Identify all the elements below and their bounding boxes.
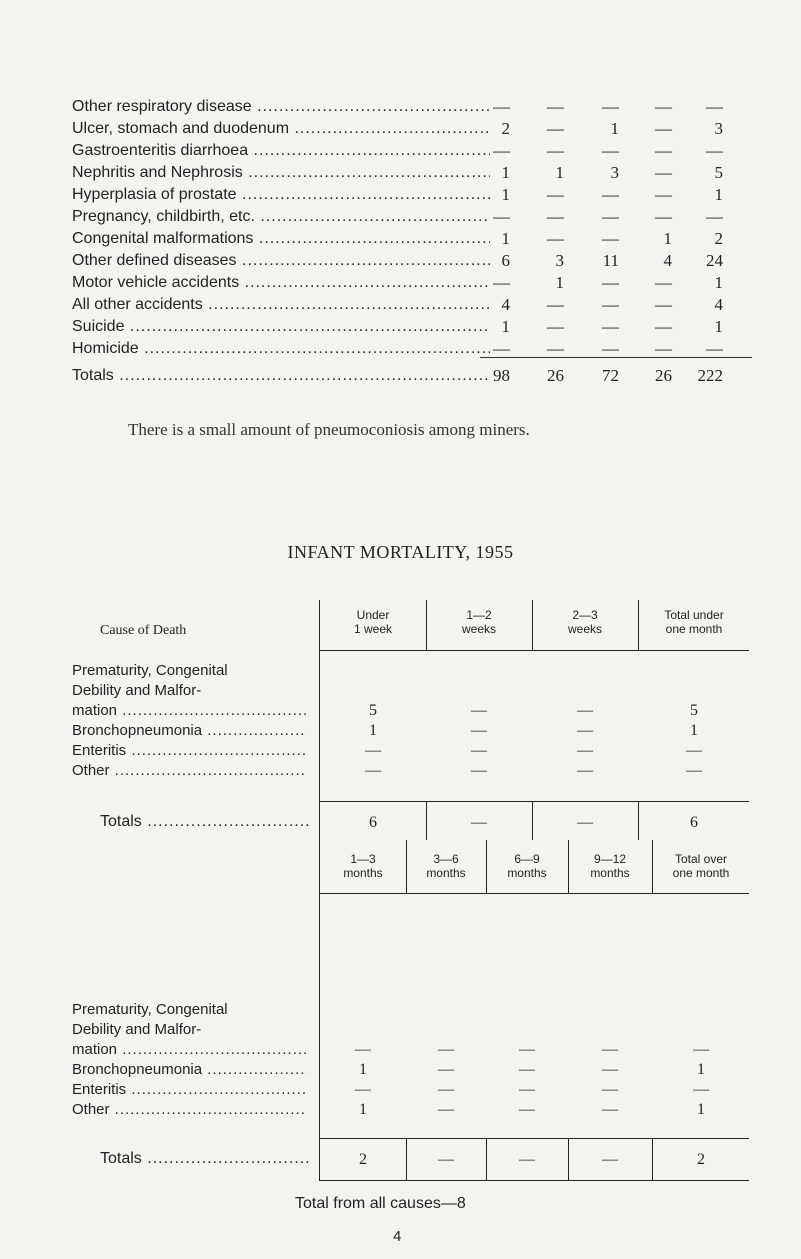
header-line: one month [665,622,723,636]
cell-value: 1 [555,273,564,292]
table-row [72,119,752,139]
cell-value: — [493,273,510,292]
cell-value: 2 [714,229,723,248]
cell-value: 1 [697,1101,705,1118]
total-value: 222 [697,366,723,385]
table-divider [319,840,320,1180]
row-label-other: Other ..... [72,1100,307,1120]
cause-label: Nephritis and Nephrosis ..... [72,163,490,183]
cell-value: 1 [359,1061,367,1078]
header-line: Total over [674,852,728,866]
table-row [72,251,752,271]
table-divider [568,840,569,893]
cell-value: — [438,1101,454,1118]
cause-label: Ulcer, stomach and duodenum ..... [72,119,490,139]
total-value: 6 [369,814,377,831]
total-value: — [471,814,487,831]
cell-value: — [602,273,619,292]
col-header-2-3-weeks [532,608,638,636]
cause-label: Pregnancy, childbirth, etc. ..... [72,207,490,227]
cell-value: — [706,97,723,116]
cell-value: 1 [663,229,672,248]
header-line: weeks [567,622,602,636]
header-line: 1 week [353,622,393,636]
cell-value: 1 [501,229,510,248]
cell-value: — [602,97,619,116]
cell-value: — [471,702,487,719]
cell-value: — [547,207,564,226]
cell-value: — [706,339,723,358]
cell-value: — [655,273,672,292]
table-rule [319,893,749,894]
table-row [72,163,752,183]
header-line: Under [356,608,390,622]
cause-label: Homicide ..... [72,339,490,359]
cell-value: — [655,317,672,336]
header-line: 3—6 [433,852,459,866]
cell-value: — [693,1041,709,1058]
cell-value: — [438,1081,454,1098]
cell-value: 3 [610,163,619,182]
table-divider [486,840,487,893]
cell-value: — [493,141,510,160]
cell-value: 3 [555,251,564,270]
cell-value: — [355,1041,371,1058]
totals-label: Totals ..... [72,366,490,386]
cell-value: — [547,339,564,358]
cell-value: — [471,762,487,779]
table-row [72,295,752,315]
col-header-total-over-one-month [652,852,750,880]
table-row [72,185,752,205]
cell-value: — [365,762,381,779]
cell-value: 11 [602,251,619,270]
header-line: months [426,866,466,880]
row-label-prematurity: Prematurity, Congenital [72,662,228,679]
table-rule [319,801,749,802]
total-value: 26 [547,366,564,385]
cell-value: — [493,97,510,116]
cell-value: 1 [697,1061,705,1078]
cell-value: 5 [369,702,377,719]
col-header-3-6-months [406,852,486,880]
cause-label: Other defined diseases ..... [72,251,490,271]
cell-value: 1 [714,273,723,292]
cell-value: — [471,722,487,739]
cell-value: — [519,1061,535,1078]
cause-of-death-header: Cause of Death [100,623,187,638]
cell-value: — [493,339,510,358]
cell-value: — [602,229,619,248]
cell-value: — [519,1101,535,1118]
col-header-1-2-weeks [426,608,532,636]
totals-line [72,366,752,386]
cell-value: 1 [690,722,698,739]
header-line: 9—12 [593,852,627,866]
cell-value: 1 [610,119,619,138]
cell-value: — [602,339,619,358]
totals-label: Totals ..... [100,1150,310,1168]
row-label-enteritis: Enteritis ..... [72,741,307,761]
cell-value: — [602,1041,618,1058]
table-row [72,273,752,293]
cell-value: — [355,1081,371,1098]
cell-value: 1 [501,185,510,204]
cell-value: — [602,1061,618,1078]
table-row [72,339,752,359]
table-divider [652,840,653,893]
cell-value: — [686,742,702,759]
cell-value: — [577,742,593,759]
cell-value: 1 [501,317,510,336]
table-row [72,229,752,249]
cause-label: Congenital malformations ..... [72,229,490,249]
table-row [72,207,752,227]
cell-value: — [547,317,564,336]
cell-value: — [547,185,564,204]
cause-label: Motor vehicle accidents ..... [72,273,490,293]
cause-label: Gastroenteritis diarrhoea ..... [72,141,490,161]
cell-value: — [602,295,619,314]
row-label-bronchopneumonia: Bronchopneumonia ..... [72,1060,307,1080]
row-label-prematurity: Debility and Malfor- [72,1021,202,1038]
total-value: — [602,1151,618,1168]
cell-value: — [655,185,672,204]
cell-value: — [519,1081,535,1098]
header-line: weeks [461,622,496,636]
table-divider [426,600,427,650]
row-label-enteritis: Enteritis ..... [72,1080,307,1100]
table-row [72,97,752,117]
cell-value: — [438,1041,454,1058]
total-all-causes: Total from all causes—8 [295,1195,466,1212]
col-header-under-1-week [320,608,426,636]
cell-value: 1 [359,1101,367,1118]
total-value: 6 [690,814,698,831]
cell-value: — [493,207,510,226]
cell-value: — [577,722,593,739]
cell-value: 1 [501,163,510,182]
col-header-total-under-one-month [638,608,750,636]
cell-value: — [706,207,723,226]
cell-value: 4 [714,295,723,314]
table-divider [532,600,533,650]
cell-value: 2 [501,119,510,138]
cell-value: — [655,339,672,358]
cell-value: — [686,762,702,779]
row-label-prematurity: mation ..... [72,701,307,721]
col-header-1-3-months [320,852,406,880]
col-header-6-9-months [486,852,568,880]
cause-label: Other respiratory disease ..... [72,97,490,117]
total-value: 98 [493,366,510,385]
cell-value: — [602,317,619,336]
header-line: months [590,866,630,880]
header-line: one month [672,866,730,880]
cell-value: — [602,185,619,204]
cell-value: — [706,141,723,160]
total-value: — [438,1151,454,1168]
cell-value: — [693,1081,709,1098]
row-label-prematurity: mation ..... [72,1040,307,1060]
table-divider [406,840,407,893]
cell-value: 3 [714,119,723,138]
table-divider [638,600,639,650]
cell-value: — [655,295,672,314]
cell-value: — [655,207,672,226]
header-line: 1—3 [350,852,376,866]
cell-value: 4 [663,251,672,270]
cell-value: — [602,1101,618,1118]
pneumoconiosis-remark: There is a small amount of pneumoconiosis among miners. [128,420,530,439]
row-label-prematurity: Prematurity, Congenital [72,1001,228,1018]
section-title: INFANT MORTALITY, 1955 [287,542,514,562]
cell-value: — [547,229,564,248]
cell-value: — [655,163,672,182]
header-line: 1—2 [466,608,492,622]
cell-value: — [577,702,593,719]
cell-value: — [547,141,564,160]
table-rule [319,1138,749,1139]
cell-value: — [655,119,672,138]
header-line: months [343,866,383,880]
totals-label: Totals ..... [100,813,310,831]
cell-value: 1 [714,317,723,336]
cell-value: 24 [706,251,723,270]
cell-value: — [471,742,487,759]
header-line: months [507,866,547,880]
cell-value: — [655,97,672,116]
header-line: 6—9 [514,852,540,866]
row-label-bronchopneumonia: Bronchopneumonia ..... [72,721,307,741]
table-row [72,141,752,161]
col-header-9-12-months [568,852,652,880]
cause-label: All other accidents ..... [72,295,490,315]
table-rule [319,650,749,651]
cell-value: — [547,97,564,116]
total-value: 72 [602,366,619,385]
header-line: 2—3 [572,608,598,622]
cell-value: 6 [501,251,510,270]
table-rule [319,1180,749,1181]
cell-value: 1 [555,163,564,182]
cell-value: 5 [690,702,698,719]
table-row [72,317,752,337]
cell-value: 1 [714,185,723,204]
cell-value: — [602,1081,618,1098]
cell-value: — [655,141,672,160]
cell-value: — [602,207,619,226]
page-number: 4 [393,1228,402,1245]
cell-value: — [602,141,619,160]
total-value: 2 [697,1151,705,1168]
cell-value: — [519,1041,535,1058]
cause-label: Hyperplasia of prostate ..... [72,185,490,205]
total-value: — [577,814,593,831]
cell-value: — [577,762,593,779]
cause-label: Suicide ..... [72,317,490,337]
row-label-prematurity: Debility and Malfor- [72,682,202,699]
cell-value: — [438,1061,454,1078]
cell-value: — [547,119,564,138]
cell-value: — [365,742,381,759]
header-line: Total under [664,608,724,622]
total-value: 2 [359,1151,367,1168]
cell-value: — [547,295,564,314]
row-label-other: Other ..... [72,761,307,781]
total-value: — [519,1151,535,1168]
cell-value: 4 [501,295,510,314]
totals-rule [480,357,752,358]
cell-value: 5 [714,163,723,182]
cell-value: 1 [369,722,377,739]
total-value: 26 [655,366,672,385]
